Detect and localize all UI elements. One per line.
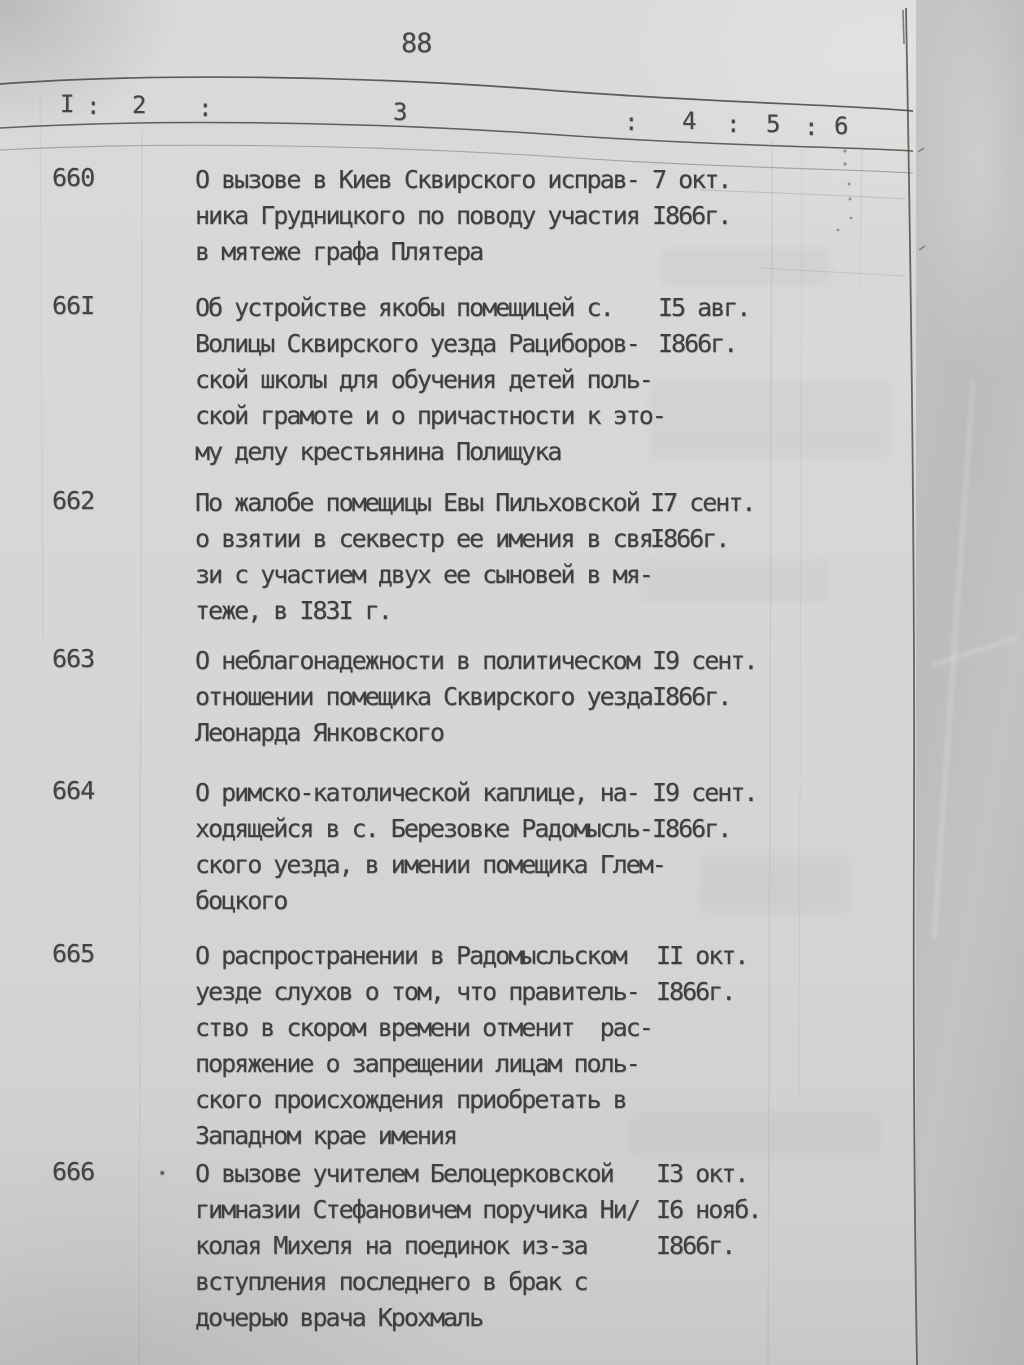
entry-number: 66I — [52, 291, 95, 320]
entry-date-line: I866г. — [656, 977, 735, 1006]
dotted-marks — [837, 149, 853, 231]
header-sep: : — [726, 110, 741, 138]
bleedthrough-smudge — [640, 560, 830, 602]
entry-text-line: Об устройстве якобы помещицей с. — [195, 293, 613, 322]
entry-date-line: I6 нояб. — [656, 1195, 761, 1224]
entry-text-line: в мятеже графа Плятера — [195, 237, 483, 266]
bleedthrough-smudge — [660, 248, 830, 286]
entry-date-line: I5 авг. — [658, 293, 750, 322]
edge-tick — [903, 10, 904, 44]
entry-text-line: О неблагонадежности в политическом — [195, 646, 639, 675]
entry-date-line: I866г. — [656, 1231, 735, 1260]
entry-number: 660 — [52, 163, 95, 192]
entry-date-line: 7 окт. — [652, 165, 731, 194]
entry-text-line: Волицы Сквирского уезда Рациборов- — [195, 329, 639, 358]
entry-text-line: уезде слухов о том, что правитель- — [195, 977, 639, 1006]
entry-text-line: теже, в I83I г. — [195, 596, 391, 625]
entry-number: 666 — [52, 1157, 95, 1186]
entry-text-line: гимназии Стефановичем поручика Ни/ — [195, 1195, 639, 1224]
entry-text-line: ника Грудницкого по поводу участия — [195, 201, 639, 230]
entry-text-line: ского уезда, в имении помещика Глем- — [195, 850, 665, 879]
entry-date-line: I9 сент. — [652, 778, 757, 807]
entry-text-line: ство в скором времени отменит рас- — [195, 1013, 652, 1042]
entry-text-line: ского происхождения приобретать в — [195, 1085, 626, 1114]
header-sep: : — [86, 92, 101, 120]
entry-text-line: Леонарда Янковского — [195, 718, 443, 747]
header-col-1: I — [60, 90, 75, 118]
entry-date-line: I866г. — [652, 814, 731, 843]
entry-number: 664 — [52, 776, 95, 805]
header-sep: : — [198, 94, 213, 122]
header-col-6: 6 — [834, 112, 849, 140]
entry-text-line: отношении помещика Сквирского уезда — [195, 682, 652, 711]
entry-date-line: I866г. — [658, 329, 737, 358]
header-col-3: 3 — [393, 98, 408, 126]
entry-date-line: I866г. — [652, 201, 731, 230]
entry-number: 665 — [52, 939, 95, 968]
entry-text-line: ходящейся в с. Березовке Радомысль- — [195, 814, 652, 843]
entry-text-line: дочерью врача Крохмаль — [195, 1303, 483, 1332]
entry-text-line: му делу крестьянина Полищука — [195, 437, 561, 466]
entry-number: 662 — [52, 486, 95, 515]
margin-dot-mark: • — [158, 1166, 167, 1182]
fold-crease-line — [799, 150, 802, 1100]
bleedthrough-smudge — [650, 382, 890, 458]
fold-crease-line — [768, 140, 772, 1365]
entry-date-line: I9 сент. — [652, 646, 757, 675]
page-edge-margin — [916, 0, 1024, 1365]
entry-text-line: О вызове в Киев Сквирского исправ- — [195, 165, 639, 194]
entry-text-line: вступления последнего в брак с — [195, 1267, 587, 1296]
faint-column-line — [860, 140, 862, 290]
entry-text-line: поряжение о запрещении лицам поль- — [195, 1049, 639, 1078]
faint-column-line — [139, 132, 142, 1365]
entry-date-line: I866г. — [650, 524, 729, 553]
entry-text-line: о взятии в секвестр ее имения в свя- — [195, 524, 665, 553]
entry-number: 663 — [52, 644, 95, 673]
entry-text-line: О римско-католической каплице, на- — [195, 778, 639, 807]
faint-column-line — [40, 95, 43, 640]
entry-text-line: боцкого — [195, 886, 287, 915]
entry-text-line: О вызове учителем Белоцерковской — [195, 1159, 613, 1188]
entry-date-line: II окт. — [656, 941, 748, 970]
entry-text-line: По жалобе помещицы Евы Пильховской — [195, 488, 639, 517]
entry-text-line: ской школы для обучения детей поль- — [195, 365, 652, 394]
entry-date-line: I3 окт. — [656, 1159, 748, 1188]
header-sep: : — [804, 113, 819, 141]
entry-date-line: I7 сент. — [650, 488, 755, 517]
entry-text-line: зи с участием двух ее сыновей в мя- — [195, 560, 652, 589]
page-number: 88 — [401, 28, 432, 59]
entry-text-line: О распространении в Радомысльском — [195, 941, 626, 970]
entry-text-line: колая Михеля на поединок из-за — [195, 1231, 587, 1260]
entry-text-line: ской грамоте и о причастности к это- — [195, 401, 665, 430]
header-col-4: 4 — [682, 107, 697, 135]
entry-date-line: I866г. — [652, 682, 731, 711]
header-col-5: 5 — [766, 110, 781, 138]
bleedthrough-smudge — [700, 856, 850, 914]
header-col-2: 2 — [132, 91, 147, 119]
header-sep: : — [624, 108, 639, 136]
entry-text-line: Западном крае имения — [195, 1121, 457, 1150]
faint-rule-fragment — [700, 190, 905, 199]
bleedthrough-smudge — [630, 1112, 880, 1156]
